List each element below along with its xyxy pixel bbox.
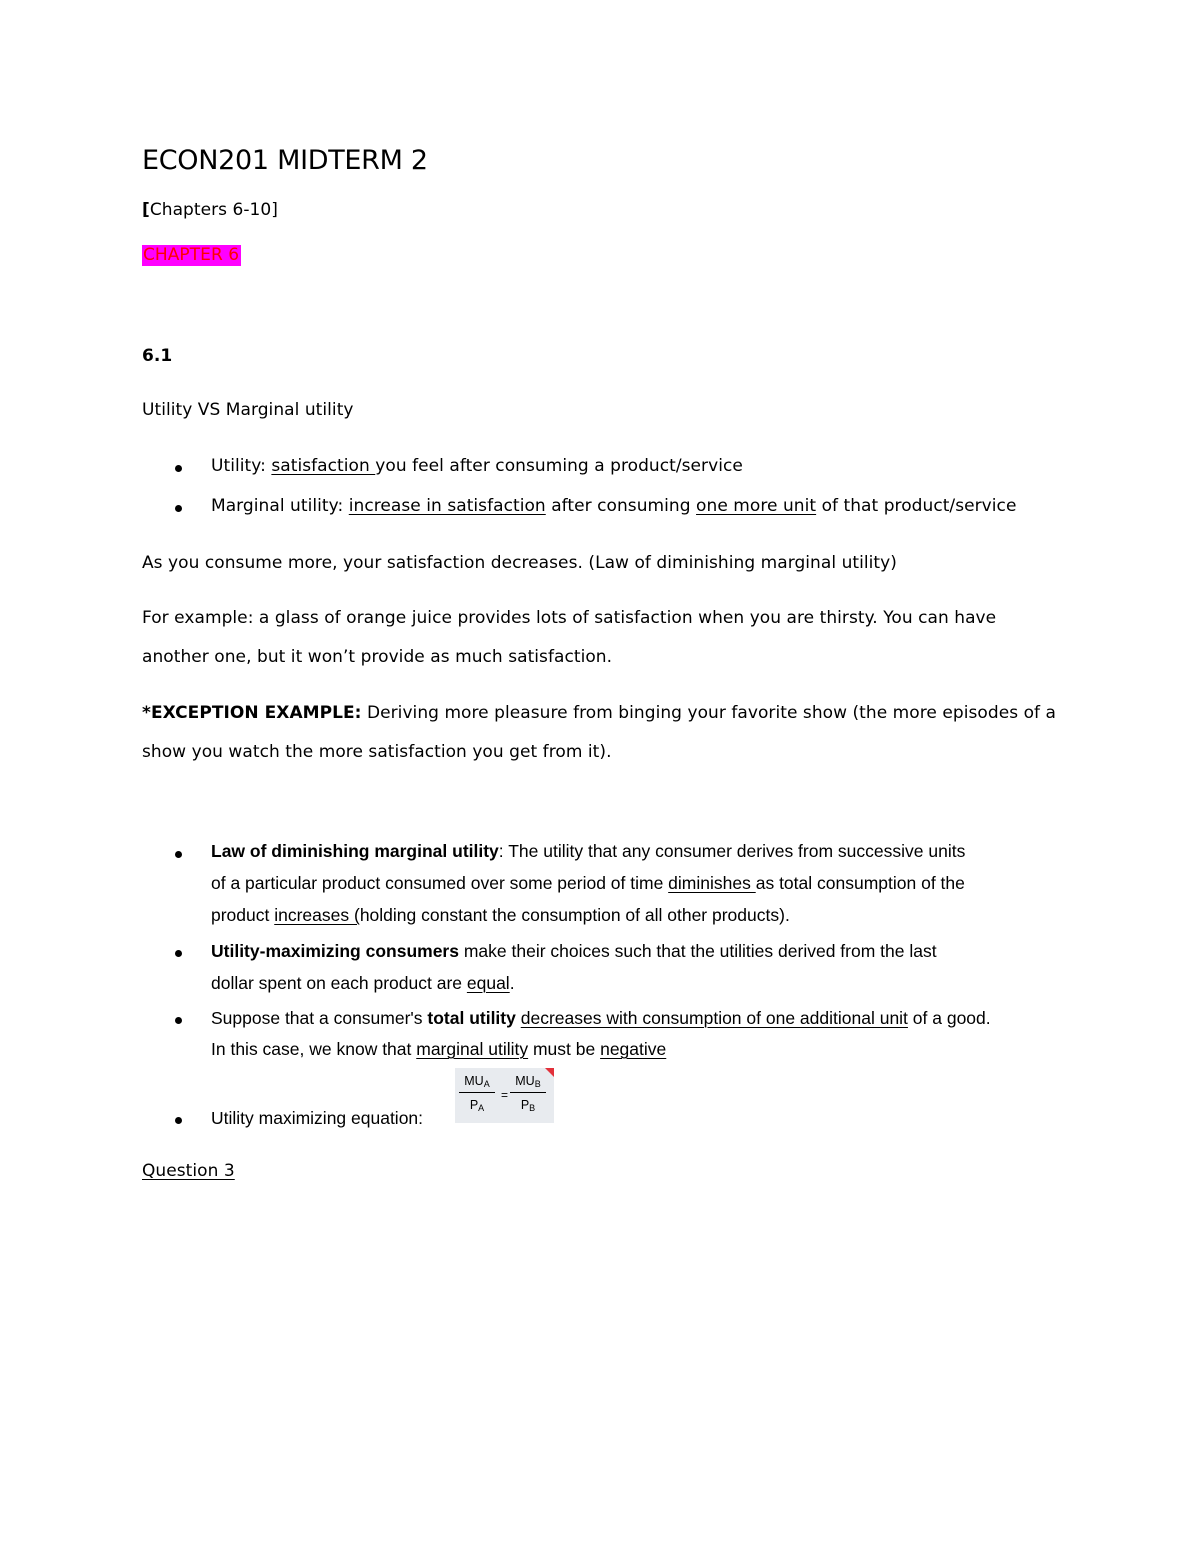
fraction-b-numerator [510, 1074, 546, 1093]
law-point-line-3 [211, 905, 790, 926]
law-line-3-b: holding constant the consumption of all other products). [359, 905, 790, 925]
law-line-2-a: of a particular product consumed over some period of time [211, 873, 669, 893]
utility-maximizing-equation [455, 1068, 554, 1123]
bullet-icon [175, 1117, 182, 1124]
equals-sign: = [501, 1088, 509, 1102]
utility-underlined: satisfaction [271, 456, 376, 476]
definition-marginal-utility [211, 496, 1016, 516]
total-utility-point-line-2 [211, 1039, 666, 1060]
maximizing-line-2-b: . [509, 973, 515, 993]
document-title: ECON201 MIDTERM 2 [142, 145, 428, 176]
chapter-label: CHAPTER 6 [143, 245, 240, 265]
exception-label: *EXCEPTION EXAMPLE: [142, 703, 362, 723]
law-term: Law of diminishing marginal utility [211, 841, 499, 861]
mu-b-label: MU [515, 1074, 535, 1088]
fraction-b-denominator [510, 1093, 546, 1113]
bullet-icon [175, 851, 182, 858]
law-line-3-underlined: increases ( [274, 905, 360, 925]
maximizing-term: Utility-maximizing consumers [211, 941, 459, 961]
fraction-a-denominator [459, 1093, 495, 1113]
total-utility-line-2-a: In this case, we know that [211, 1039, 417, 1059]
law-point-line-1 [211, 841, 965, 862]
bullet-icon [175, 505, 182, 512]
law-line-2-underlined: diminishes [668, 873, 756, 893]
law-line-3-a: product [211, 905, 275, 925]
marginal-utility-middle: after consuming [545, 496, 697, 516]
p-a-subscript: A [478, 1103, 485, 1113]
law-statement: As you consume more, your satisfaction decreases. (Law of diminishing marginal utility) [142, 553, 897, 573]
mu-b-subscript: B [534, 1079, 541, 1089]
p-b-label: P [520, 1098, 530, 1112]
example-line-1: For example: a glass of orange juice provides lots of satisfaction when you are thirsty. You can have [142, 608, 997, 628]
mu-a-subscript: A [483, 1079, 490, 1089]
example-line-2: another one, but it won’t provide as much satisfaction. [142, 647, 613, 667]
total-utility-line-1-underlined: decreases with consumption of one additional unit [520, 1008, 908, 1028]
total-utility-line-2-underlined-1: marginal utility [416, 1039, 529, 1059]
fraction-b [510, 1074, 546, 1113]
total-utility-line-2-b: must be [528, 1039, 601, 1059]
utility-term: Utility: [211, 456, 266, 476]
bullet-icon [175, 1017, 182, 1024]
marginal-utility-underlined-2: one more unit [696, 496, 817, 516]
bullet-icon [175, 950, 182, 957]
total-utility-line-1-a: Suppose that a consumer's [211, 1008, 428, 1028]
question-3-link[interactable]: Question 3 [142, 1161, 235, 1181]
maximizing-line-1-rest: make their choices such that the utilities derived from the last [458, 941, 937, 961]
comment-flag-icon [545, 1068, 554, 1077]
chapter-heading [142, 245, 241, 265]
maximizing-point-line-2 [211, 973, 515, 994]
utility-rest: you feel after consuming a product/service [375, 456, 743, 476]
mu-a-label: MU [464, 1074, 484, 1088]
total-utility-term: total utility [427, 1008, 516, 1028]
maximizing-line-2-a: dollar spent on each product are [211, 973, 467, 993]
fraction-a [459, 1074, 495, 1113]
exception-line-2: show you watch the more satisfaction you get from it). [142, 742, 612, 762]
p-a-label: P [469, 1098, 479, 1112]
law-line-2-b: as total consumption of the [755, 873, 965, 893]
chapters-range: [Chapters 6-10] [142, 200, 278, 220]
maximizing-point-line-1 [211, 941, 937, 962]
total-utility-line-1-b: of a good. [907, 1008, 991, 1028]
section-number: 6.1 [142, 346, 173, 366]
exception-line-1 [142, 703, 1056, 723]
law-point-line-2 [211, 873, 965, 894]
definition-utility [211, 456, 743, 476]
marginal-utility-term: Marginal utility: [211, 496, 344, 516]
subheading: Utility VS Marginal utility [142, 400, 354, 420]
total-utility-line-2-underlined-2: negative [600, 1039, 667, 1059]
bullet-icon [175, 465, 182, 472]
law-line-1-rest: : The utility that any consumer derives from successive units [498, 841, 966, 861]
p-b-subscript: B [529, 1103, 536, 1113]
equation-label: Utility maximizing equation: [211, 1108, 424, 1128]
marginal-utility-underlined-1: increase in satisfaction [348, 496, 546, 516]
chapters-range-text: Chapters 6-10 [149, 200, 272, 220]
total-utility-point-line-1 [211, 1008, 991, 1029]
exception-line-1-rest: Deriving more pleasure from binging your favorite show (the more episodes of a [361, 703, 1056, 723]
fraction-a-numerator [459, 1074, 495, 1093]
maximizing-line-2-underlined: equal [466, 973, 510, 993]
marginal-utility-rest: of that product/service [816, 496, 1017, 516]
